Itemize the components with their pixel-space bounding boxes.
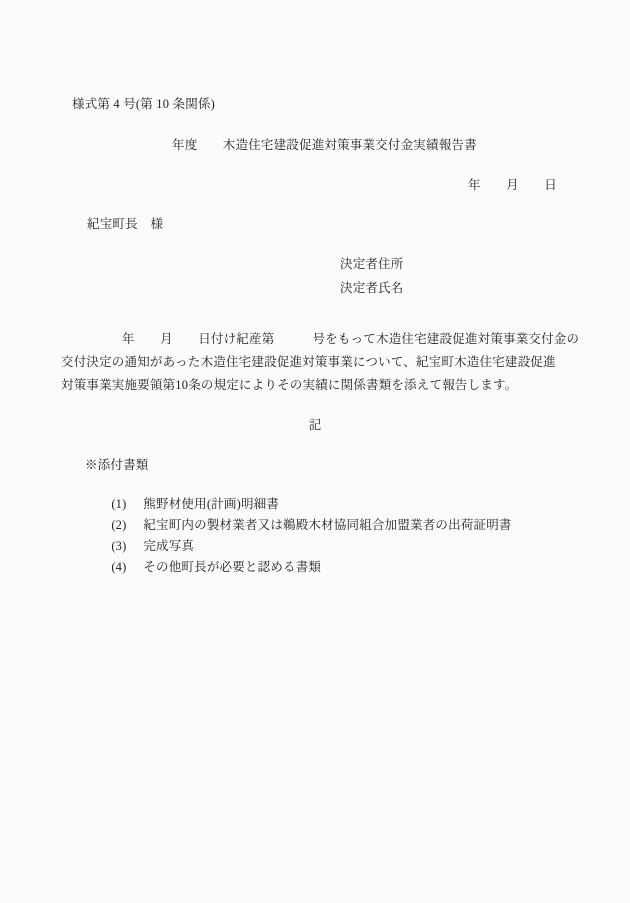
- attachments-label: ※添付書類: [85, 458, 149, 472]
- attachment-item-text: 完成写真: [143, 539, 195, 554]
- document-title: 年度 木造住宅建設促進対策事業交付金実績報告書: [172, 138, 477, 152]
- attachment-item-text: 熊野材使用(計画)明細書: [143, 497, 280, 512]
- body-paragraph-line: 対策事業実施要領第10条の規定によりその実績に関係書類を添えて報告します。: [61, 378, 518, 392]
- attachment-item-number: (2): [111, 518, 127, 533]
- ki-heading: 記: [308, 418, 322, 432]
- attachment-item-number: (3): [111, 539, 127, 554]
- sender-address-label: 決定者住所: [340, 257, 404, 271]
- attachment-item-text: 紀宝町内の製材業者又は鵜殿木材協同組合加盟業者の出荷証明書: [143, 518, 512, 533]
- body-paragraph-line: 年 月 日付け紀産第 号をもって木造住宅建設促進対策事業交付金の: [122, 332, 580, 346]
- date-line: 年 月 日: [468, 178, 557, 192]
- attachment-item-number: (1): [111, 497, 127, 512]
- body-paragraph-line: 交付決定の通知があった木造住宅建設促進対策事業について、紀宝町木造住宅建設促進: [61, 355, 556, 369]
- attachment-item: [98, 543, 321, 592]
- attachment-item-text: その他町長が必要と認める書類: [143, 560, 322, 575]
- attachment-item-number: (4): [111, 560, 127, 575]
- sender-name-label: 決定者氏名: [340, 281, 404, 295]
- addressee-line: 紀宝町長 様: [87, 217, 164, 231]
- form-number: 様式第 4 号(第 10 条関係): [72, 97, 215, 111]
